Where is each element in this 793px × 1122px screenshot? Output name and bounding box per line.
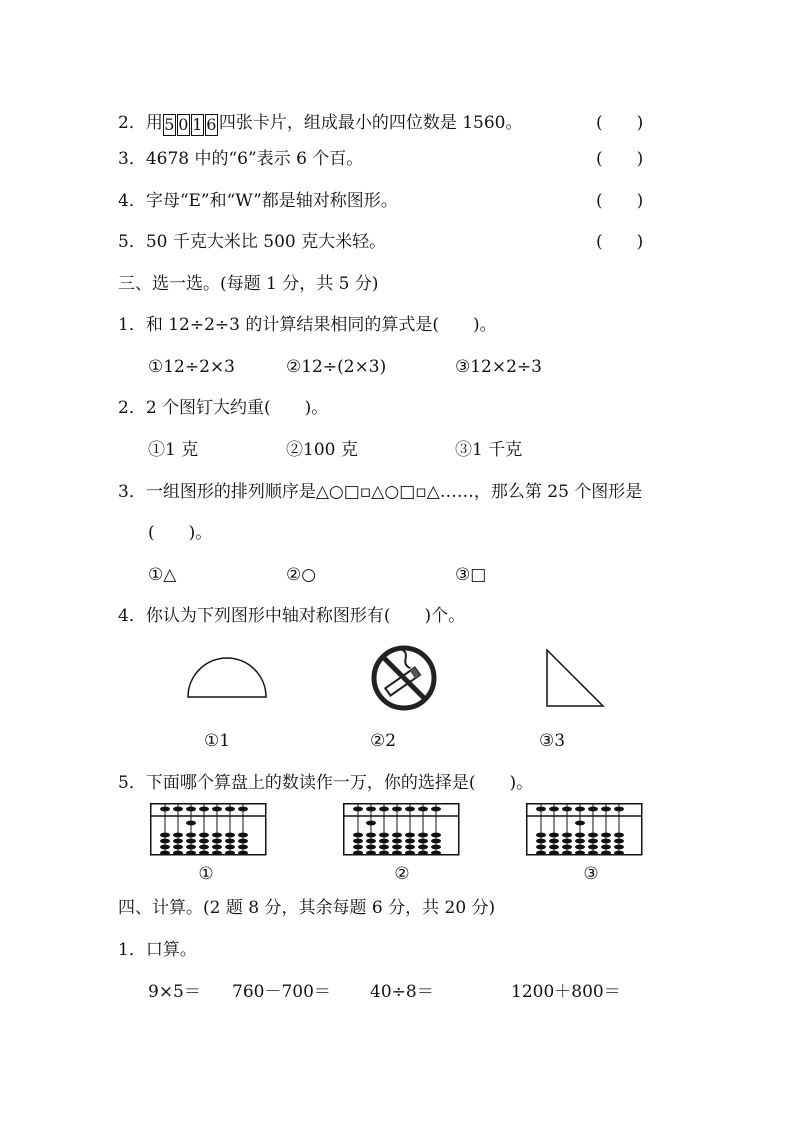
- option-1[interactable]: ①1: [204, 731, 231, 751]
- judge-q2-pre: 2．用: [118, 113, 163, 133]
- judge-q3: 3．4678 中的“6”表示 6 个百。: [118, 149, 364, 169]
- semicircle-icon: [186, 656, 268, 700]
- answer-paren[interactable]: ( ): [596, 232, 644, 252]
- choice-q4: 4．你认为下列图形中轴对称图形有( )个。: [118, 606, 466, 626]
- digit-card: 1: [192, 115, 203, 134]
- oral-calc-item[interactable]: 9×5＝: [148, 982, 201, 1002]
- option-2[interactable]: ②: [394, 864, 410, 884]
- choice-q2: 2．2 个图钉大约重( )。: [118, 398, 329, 418]
- option-2[interactable]: ②100 克: [286, 440, 358, 460]
- abacus-icon: [343, 803, 461, 857]
- judge-q2-post: 四张卡片，组成最小的四位数是 1560。: [218, 113, 523, 133]
- option-1[interactable]: ①1 克: [148, 440, 199, 460]
- judge-q4: 4．字母“E”和“W”都是轴对称图形。: [118, 191, 398, 211]
- answer-paren[interactable]: ( ): [596, 113, 644, 133]
- right-triangle-icon: [545, 648, 607, 710]
- choice-q5: 5．下面哪个算盘上的数读作一万，你的选择是( )。: [118, 773, 534, 793]
- option-1[interactable]: ①12÷2×3: [148, 357, 235, 377]
- option-3[interactable]: ③□: [455, 565, 487, 585]
- no-smoking-icon: [370, 644, 438, 712]
- option-1[interactable]: ①△: [148, 565, 177, 585]
- digit-card: 5: [164, 115, 175, 134]
- abacus-icon: [526, 803, 644, 857]
- digit-card: 0: [178, 115, 189, 134]
- option-1[interactable]: ①: [198, 864, 214, 884]
- option-3[interactable]: ③12×2÷3: [455, 357, 542, 377]
- section3-title: 三、选一选。(每题 1 分，共 5 分): [118, 274, 379, 294]
- option-3[interactable]: ③3: [539, 731, 566, 751]
- abacus-icon: [150, 803, 268, 857]
- choice-q3-cont: ( )。: [148, 523, 213, 543]
- option-2[interactable]: ②12÷(2×3): [286, 357, 387, 377]
- option-3[interactable]: ③1 千克: [455, 440, 523, 460]
- option-3[interactable]: ③: [583, 864, 599, 884]
- option-2[interactable]: ②2: [370, 731, 397, 751]
- oral-calc-item[interactable]: 760－700＝: [232, 982, 331, 1002]
- digit-card: 6: [206, 115, 217, 134]
- oral-calc-item[interactable]: 40÷8＝: [370, 982, 434, 1002]
- judge-q5: 5．50 千克大米比 500 克大米轻。: [118, 232, 387, 252]
- calc-q1: 1．口算。: [118, 940, 197, 960]
- section4-title: 四、计算。(2 题 8 分，其余每题 6 分，共 20 分): [118, 898, 496, 918]
- choice-q3: 3．一组图形的排列顺序是△○□▫△○□▫△……，那么第 25 个图形是: [118, 482, 643, 502]
- option-2[interactable]: ②○: [286, 565, 317, 585]
- judge-q2: [118, 112, 523, 136]
- answer-paren[interactable]: ( ): [596, 149, 644, 169]
- answer-paren[interactable]: ( ): [596, 191, 644, 211]
- choice-q1: 1．和 12÷2÷3 的计算结果相同的算式是( )。: [118, 315, 497, 335]
- oral-calc-item[interactable]: 1200＋800＝: [511, 982, 621, 1002]
